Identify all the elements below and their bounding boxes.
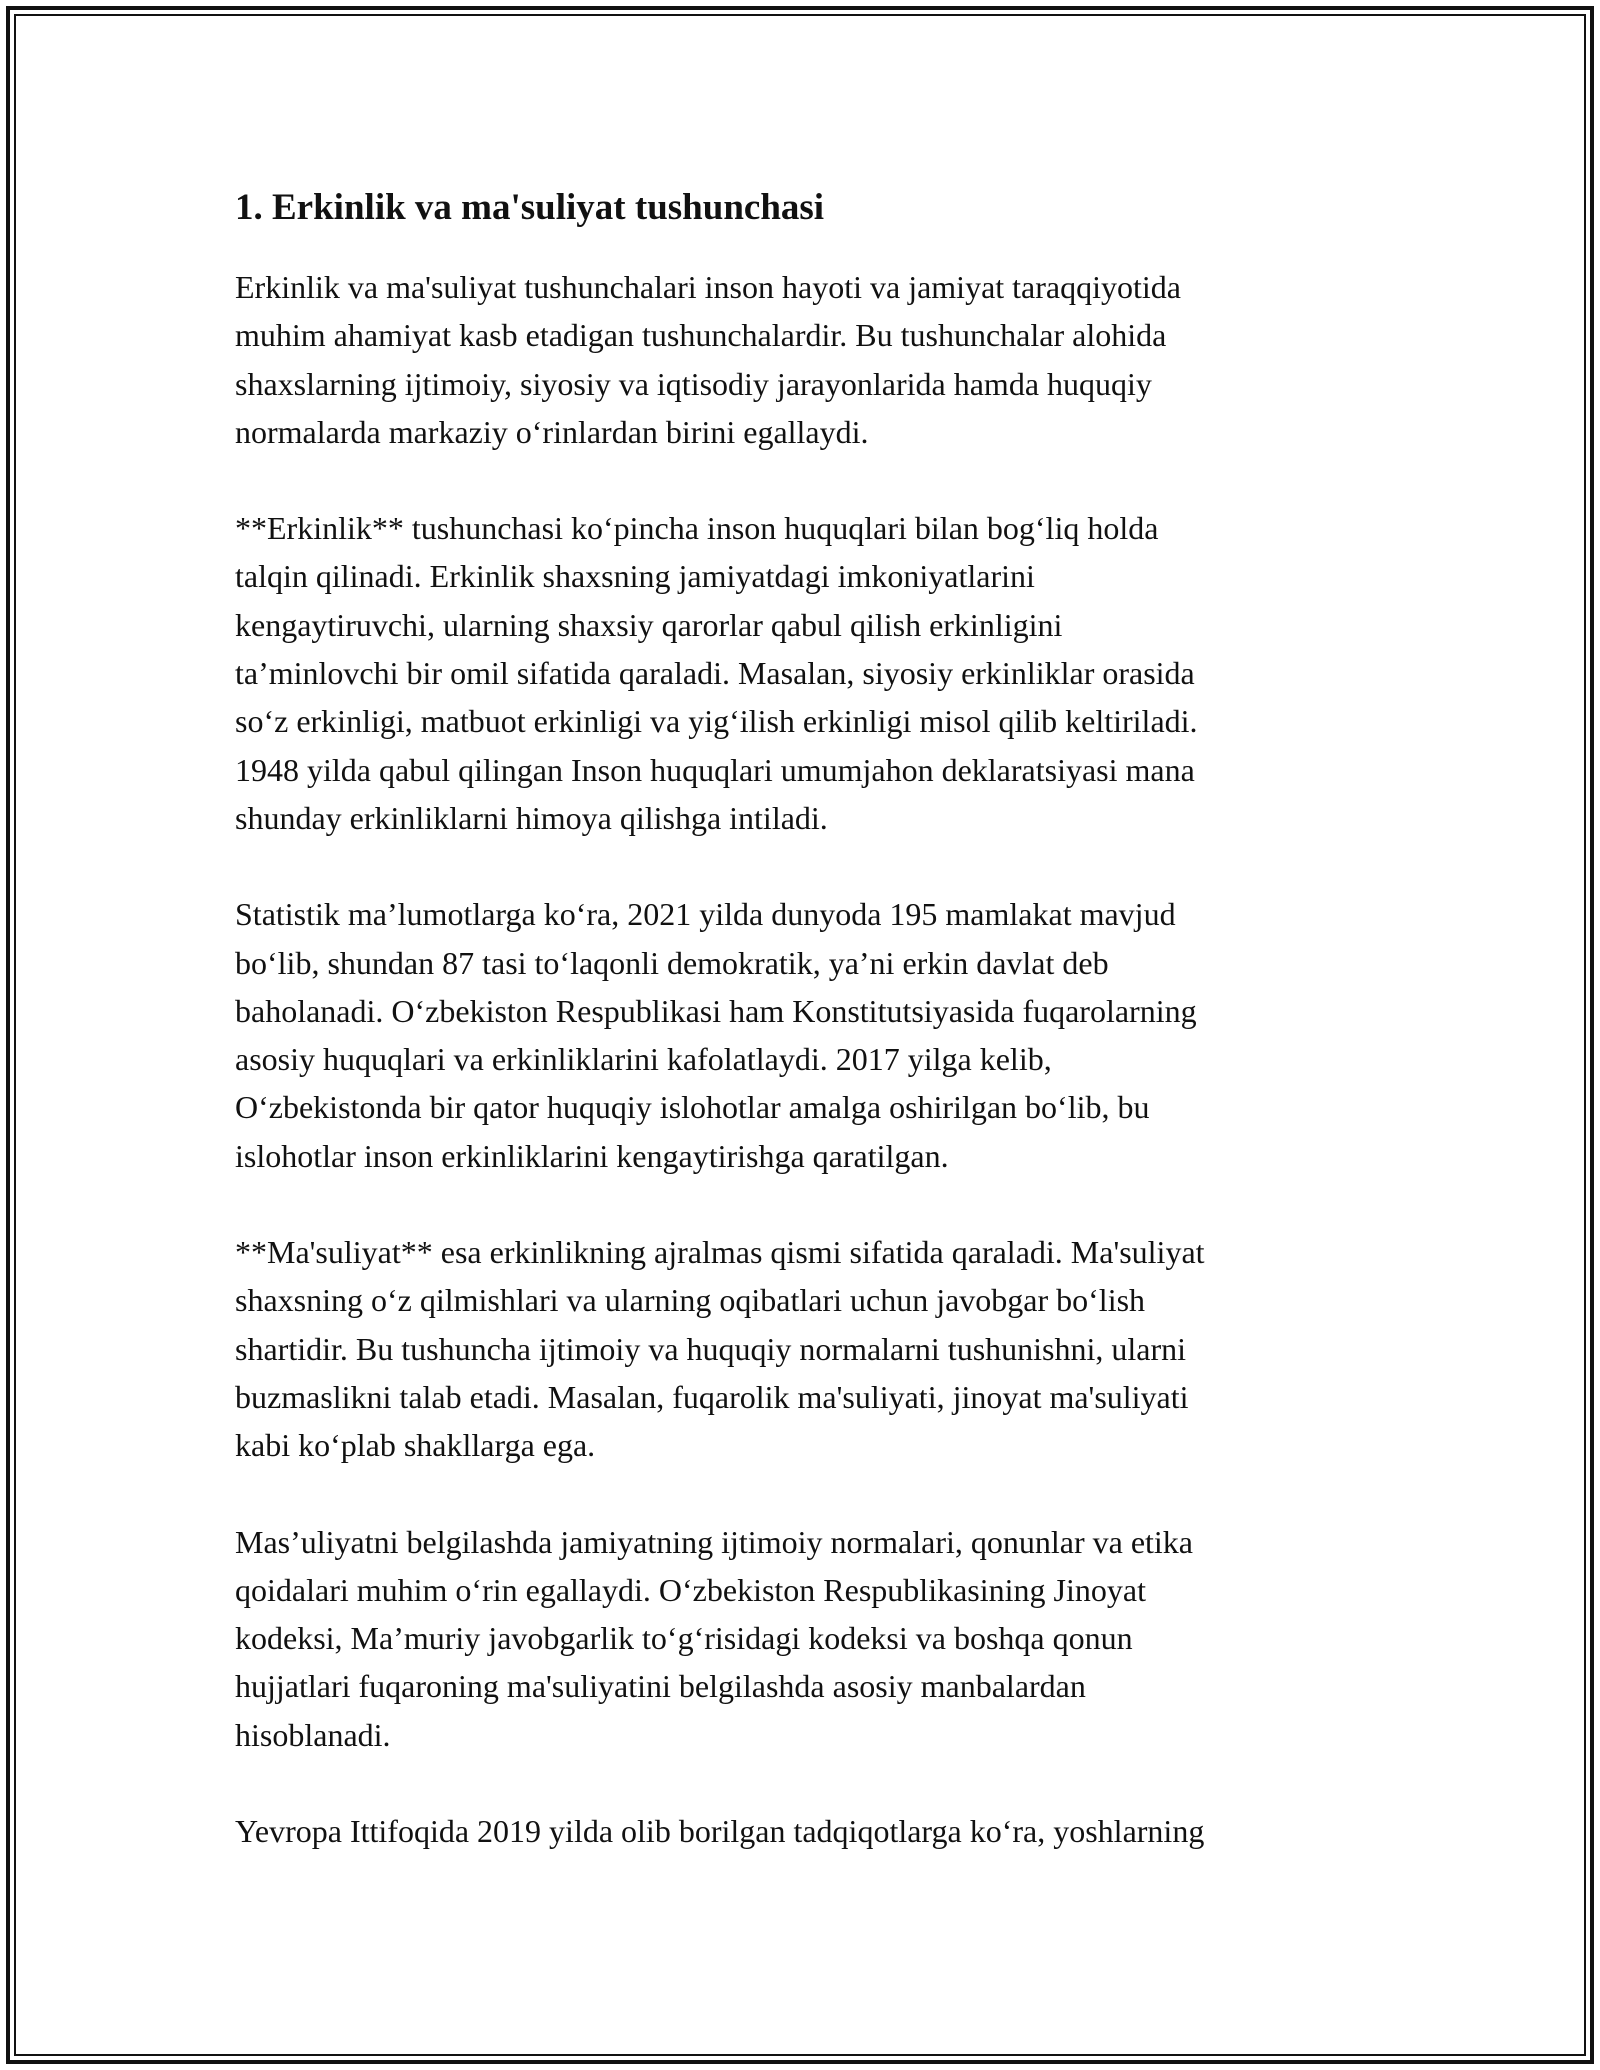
paragraph-europe (235, 1807, 1365, 1855)
paragraph-norms (235, 1518, 1365, 1759)
text-line: normalarda markaziy o‘rinlardan birini egallaydi. (235, 413, 869, 450)
text-line: kabi ko‘plab shakllarga ega. (235, 1427, 596, 1464)
text-line: hujjatlari fuqaroning ma'suliyatini belgilashda asosiy manbalardan (235, 1668, 1086, 1705)
text-line: muhim ahamiyat kasb etadigan tushunchalardir. Bu tushunchalar alohida (235, 317, 1167, 354)
text-line: talqin qilinadi. Erkinlik shaxsning jamiyatdagi imkoniyatlarini (235, 558, 1035, 595)
text-line: ta’minlovchi bir omil sifatida qaraladi. Masalan, siyosiy erkinliklar orasida (235, 655, 1195, 692)
text-line: O‘zbekistonda bir qator huquqiy islohotlar amalga oshirilgan bo‘lib, bu (235, 1089, 1150, 1126)
section-heading: 1. Erkinlik va ma'suliyat tushunchasi (235, 187, 825, 228)
text-line: so‘z erkinligi, matbuot erkinligi va yig‘ilish erkinligi misol qilib keltiriladi. (235, 703, 1198, 740)
text-line: kodeksi, Ma’muriy javobgarlik to‘g‘risidagi kodeksi va boshqa qonun (235, 1620, 1133, 1657)
paragraph-intro (235, 263, 1365, 456)
text-line: Mas’uliyatni belgilashda jamiyatning ijtimoiy normalari, qonunlar va etika (235, 1523, 1193, 1560)
text-line: 1948 yilda qabul qilingan Inson huquqlari umumjahon deklaratsiyasi mana (235, 751, 1195, 788)
text-line: shartidir. Bu tushuncha ijtimoiy va huquqiy normalarni tushunishni, ularni (235, 1330, 1187, 1367)
text-line: buzmaslikni talab etadi. Masalan, fuqarolik ma'suliyati, jinoyat ma'suliyati (235, 1378, 1189, 1415)
text-line: islohotlar inson erkinliklarini kengaytirishga qaratilgan. (235, 1137, 949, 1174)
text-line: asosiy huquqlari va erkinliklarini kafolatlaydi. 2017 yilga kelib, (235, 1041, 1052, 1078)
text-line: baholanadi. O‘zbekiston Respublikasi ham Konstitutsiyasida fuqarolarning (235, 992, 1197, 1029)
text-line: bo‘lib, shundan 87 tasi to‘laqonli demokratik, ya’ni erkin davlat deb (235, 944, 1109, 981)
text-line: **Erkinlik** tushunchasi ko‘pincha inson huquqlari bilan bog‘liq holda (235, 510, 1159, 547)
document-body (235, 185, 1365, 1903)
text-line: **Ma'suliyat** esa erkinlikning ajralmas qismi sifatida qaraladi. Ma'suliyat (235, 1234, 1205, 1271)
text-line: kengaytiruvchi, ularning shaxsiy qarorlar qabul qilish erkinligini (235, 606, 1063, 643)
text-line: shaxsning o‘z qilmishlari va ularning oqibatlari uchun javobgar bo‘lish (235, 1282, 1146, 1319)
text-line: qoidalari muhim o‘rin egallaydi. O‘zbekiston Respublikasining Jinoyat (235, 1571, 1146, 1608)
text-line: Yevropa Ittifoqida 2019 yilda olib borilgan tadqiqotlarga ko‘ra, yoshlarning (235, 1813, 1205, 1850)
text-line: hisoblanadi. (235, 1716, 391, 1753)
text-line: Erkinlik va ma'suliyat tushunchalari inson hayoti va jamiyat taraqqiyotida (235, 269, 1181, 305)
paragraph-masuliyat (235, 1228, 1365, 1469)
paragraph-erkinlik (235, 504, 1365, 842)
text-line: shaxslarning ijtimoiy, siyosiy va iqtisodiy jarayonlarida hamda huquqiy (235, 365, 1152, 402)
text-line: Statistik ma’lumotlarga ko‘ra, 2021 yilda dunyoda 195 mamlakat mavjud (235, 896, 1176, 933)
paragraph-statistics (235, 890, 1365, 1180)
text-line: shunday erkinliklarni himoya qilishga intiladi. (235, 799, 828, 836)
